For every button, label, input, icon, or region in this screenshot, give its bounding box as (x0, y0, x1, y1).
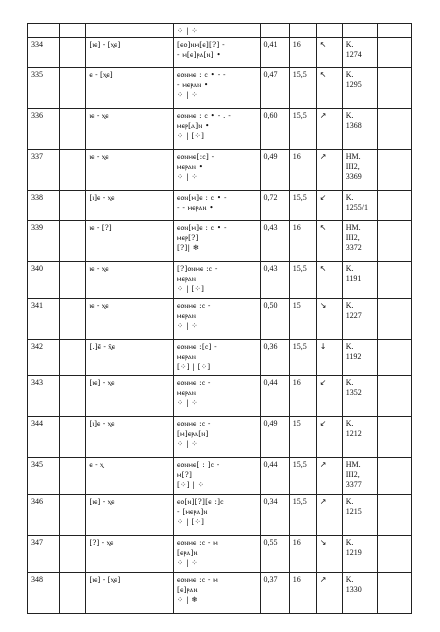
table-row (28, 68, 412, 109)
text-line: ⲉⲟⲛⲙⲉ : ⲥ • - . - (177, 111, 231, 120)
cell-num: 344 (28, 417, 60, 458)
cell-formula: [?] - ⲭⲉ (86, 536, 174, 573)
cell-blank (60, 221, 86, 262)
table-row (28, 536, 412, 573)
cell-blank (60, 109, 86, 150)
text-line: ⁘ | ⁘ (177, 321, 198, 330)
reference-line: НМ. (345, 460, 361, 469)
cell-height: 15,5 (289, 495, 316, 536)
table-row (28, 262, 412, 299)
cell-formula: [ⲓ]ⲉ - ⲭⲉ (86, 417, 174, 458)
reference-line: III2, (345, 162, 360, 171)
cell-direction (316, 340, 342, 376)
cell-blank (60, 38, 86, 68)
cell-blank (60, 417, 86, 458)
cell-num: 342 (28, 340, 60, 376)
cell-height: 16 (289, 221, 316, 262)
table-body (28, 24, 412, 614)
cell-reference (342, 340, 378, 376)
direction-arrow-icon: ↖ (319, 40, 327, 49)
cell-num: 336 (28, 109, 60, 150)
direction-arrow-icon: ↘ (319, 301, 327, 310)
cell-size: 0,55 (260, 536, 289, 573)
cell-text (174, 24, 261, 38)
cell-direction (316, 573, 342, 614)
cell-size: 0,34 (260, 495, 289, 536)
cell-num: 334 (28, 38, 60, 68)
table-row (28, 150, 412, 191)
text-line: ⁘ | [⁘] (177, 284, 205, 293)
cell-blank-end (378, 458, 412, 495)
cell-height: 16 (289, 150, 316, 191)
cell-reference (342, 573, 378, 614)
reference-line: 1215 (345, 507, 362, 516)
cell-height: 15,5 (289, 458, 316, 495)
catalog-table-page (27, 23, 412, 614)
cell-height: 15,5 (289, 262, 316, 299)
reference-line: 1192 (345, 352, 362, 361)
cell-blank (60, 573, 86, 614)
reference-line: III2, (345, 233, 360, 242)
cell-height: 16 (289, 536, 316, 573)
table-row (28, 109, 412, 150)
text-line: ⲉⲟⲛⲙⲉ :ⲥ - (177, 301, 211, 310)
cell-formula: ⲓⲉ - [?] (86, 221, 174, 262)
cell-height: 15 (289, 417, 316, 458)
table-row (28, 221, 412, 262)
reference-line: K. (345, 301, 354, 310)
text-line: ⲉⲟⲛ[ⲙ]ⲉ : ⲥ • - (177, 223, 227, 232)
cell-size: 0,50 (260, 299, 289, 340)
cell-formula: ⲉ - [ⲭⲉ] (86, 68, 174, 109)
cell-formula: ⲓⲉ - ⲭⲉ (86, 299, 174, 340)
cell-blank-end (378, 24, 412, 38)
direction-arrow-icon: ↓ (319, 342, 327, 351)
cell-direction (316, 191, 342, 221)
table-row-continued (28, 24, 412, 38)
cell-size: 0,47 (260, 68, 289, 109)
cell-num: 345 (28, 458, 60, 495)
cell-reference (342, 458, 378, 495)
cell-blank (60, 458, 86, 495)
cell-size: 0,44 (260, 376, 289, 417)
direction-arrow-icon: ↖ (319, 264, 327, 273)
text-line: ⁘ | [⁘] (177, 131, 205, 140)
text-line: ⲙⲉⲣⲁⲛ (177, 311, 196, 320)
reference-line: K. (345, 419, 354, 428)
cell-blank-end (378, 376, 412, 417)
cell-reference (342, 376, 378, 417)
cell-num: 348 (28, 573, 60, 614)
cell-blank (60, 299, 86, 340)
cell-formula: ⲓⲉ - ⲭⲉ (86, 109, 174, 150)
text-line: ⲙⲉⲣⲁⲛ (177, 274, 196, 283)
cell-text (174, 109, 261, 150)
cell-text (174, 38, 261, 68)
text-line: - ⲙ[ⲉ]ⲣⲁ[ⲛ] • (177, 50, 222, 59)
cell-direction (316, 458, 342, 495)
text-line: - ⲙⲉⲣⲁⲛ • (177, 80, 209, 89)
cell-direction (316, 38, 342, 68)
reference-line: K. (345, 575, 354, 584)
cell-num: 337 (28, 150, 60, 191)
cell-size: 0,36 (260, 340, 289, 376)
text-line: ⲙⲉⲣⲁⲛ • (177, 162, 204, 171)
table-row (28, 495, 412, 536)
cell-size: 0,60 (260, 109, 289, 150)
text-line: ⲙ[?] (177, 470, 193, 479)
cell-blank-end (378, 150, 412, 191)
cell-text (174, 299, 261, 340)
cell-blank-end (378, 68, 412, 109)
text-line: ⁘ | ⁘ (177, 398, 198, 407)
cell-formula: [ⲓⲉ] - ⲭⲉ (86, 376, 174, 417)
cell-formula: ⲓⲉ - ⲭⲉ (86, 262, 174, 299)
cell-text (174, 573, 261, 614)
cell-text (174, 417, 261, 458)
text-line: [ⲙ]ⲉⲣⲁ[ⲛ] (177, 429, 209, 438)
reference-line: K. (345, 538, 354, 547)
direction-arrow-icon: ↗ (319, 575, 327, 584)
table-row (28, 458, 412, 495)
reference-line: K. (345, 111, 354, 120)
reference-line: III2, (345, 470, 360, 479)
reference-line: 1295 (345, 80, 362, 89)
cell-size: 0,43 (260, 262, 289, 299)
reference-line: 1368 (345, 121, 362, 130)
direction-arrow-icon: ↙ (319, 419, 327, 428)
cell-direction (316, 262, 342, 299)
text-line: [?]ⲟⲛⲙⲉ :ⲥ - (177, 264, 218, 273)
text-line: ⁘ | ⁘ (177, 26, 198, 35)
reference-line: 1352 (345, 388, 362, 397)
cell-blank (60, 191, 86, 221)
cell-height: 16 (289, 38, 316, 68)
reference-line: K. (345, 40, 354, 49)
table-row (28, 191, 412, 221)
cell-reference (342, 495, 378, 536)
cell-text (174, 221, 261, 262)
cell-direction (316, 376, 342, 417)
cell-num: 335 (28, 68, 60, 109)
cell-text (174, 340, 261, 376)
cell-reference (342, 299, 378, 340)
cell-formula: [.]ⲉ̄ - ⲭ̄ⲉ (86, 340, 174, 376)
text-line: ⁘ | ⁘ (177, 90, 198, 99)
cell-num (28, 24, 60, 38)
cell-height: 16 (289, 376, 316, 417)
reference-line: K. (345, 342, 354, 351)
cell-direction (316, 24, 342, 38)
cell-direction (316, 150, 342, 191)
text-line: ⁘ | ⁘ (177, 558, 198, 567)
text-line: ⁘ | [⁘] (177, 517, 205, 526)
cell-blank-end (378, 495, 412, 536)
text-line: ⲉⲟ[ⲛ][?][ⲉ :]ⲥ (177, 497, 224, 506)
text-line: ⁘ | ⁘ (177, 172, 198, 181)
table-row (28, 376, 412, 417)
cell-direction (316, 495, 342, 536)
cell-formula: [ⲓⲉ] - [ⲭⲉ] (86, 573, 174, 614)
cell-reference (342, 191, 378, 221)
reference-line: K. (345, 70, 354, 79)
cell-num: 340 (28, 262, 60, 299)
cell-size: 0,41 (260, 38, 289, 68)
direction-arrow-icon: ↙ (319, 193, 327, 202)
cell-num: 346 (28, 495, 60, 536)
text-line: ⲉⲟⲛⲙⲉ :ⲥ - ⲙ (177, 538, 218, 547)
cell-blank-end (378, 299, 412, 340)
cell-size: 0,44 (260, 458, 289, 495)
text-line: [ⲉ]ⲣⲁⲛ (177, 585, 198, 594)
cell-size: 0,49 (260, 150, 289, 191)
text-line: [⁘] | [⁘] (177, 362, 211, 371)
cell-blank-end (378, 191, 412, 221)
cell-text (174, 536, 261, 573)
reference-line: 1330 (345, 585, 362, 594)
reference-line: 1212 (345, 429, 362, 438)
text-line: - [ⲙⲉⲣⲁ]ⲛ (177, 507, 208, 516)
cell-blank (60, 340, 86, 376)
text-line: ⲉⲟⲛⲙⲉ : ⲥ • - - (177, 70, 226, 79)
cell-text (174, 376, 261, 417)
text-line: ⲉⲟⲛⲙⲉ :ⲥ - ⲙ (177, 575, 218, 584)
text-line: ⲉⲟⲛⲙⲉ[:ⲥ] - (177, 152, 215, 161)
cell-blank (60, 24, 86, 38)
cell-direction (316, 221, 342, 262)
cell-formula: [ⲓⲉ] - ⲭⲉ (86, 495, 174, 536)
inscription-table (27, 23, 412, 614)
reference-line: K. (345, 264, 354, 273)
cell-formula (86, 24, 174, 38)
reference-line: 3377 (345, 480, 362, 489)
cell-blank-end (378, 221, 412, 262)
text-line: ⲉⲟⲛⲙⲉ[ : ]ⲥ - (177, 460, 220, 469)
reference-line: K. (345, 497, 354, 506)
text-line: ⲉⲟⲛⲙⲉ :ⲥ - (177, 378, 211, 387)
cell-num: 341 (28, 299, 60, 340)
reference-line: K. (345, 378, 354, 387)
table-row (28, 38, 412, 68)
reference-line: НМ. (345, 152, 361, 161)
reference-line: 3372 (345, 243, 362, 252)
cell-reference (342, 24, 378, 38)
cell-height: 15,5 (289, 191, 316, 221)
reference-line: НМ. (345, 223, 361, 232)
cell-direction (316, 536, 342, 573)
direction-arrow-icon: ↗ (319, 460, 327, 469)
text-line: ⲉⲟⲛⲙⲉ :ⲥ - (177, 419, 211, 428)
cell-text (174, 458, 261, 495)
cell-text (174, 191, 261, 221)
text-line: [⁘] | ⁘ (177, 480, 205, 489)
direction-arrow-icon: ↘ (319, 538, 327, 547)
cell-num: 343 (28, 376, 60, 417)
text-line: ⲙⲉⲣ[?] (177, 233, 199, 242)
text-line: [?]| ❄ (177, 243, 200, 252)
direction-arrow-icon: ↗ (319, 111, 327, 120)
cell-text (174, 68, 261, 109)
cell-formula: ⲓⲉ - ⲭⲉ (86, 150, 174, 191)
cell-height: 15 (289, 299, 316, 340)
cell-reference (342, 68, 378, 109)
text-line: ⲉⲟⲛⲙⲉ :[ⲥ] - (177, 342, 217, 351)
cell-blank-end (378, 262, 412, 299)
cell-blank (60, 495, 86, 536)
cell-size: 0,37 (260, 573, 289, 614)
text-line: ⲙⲉⲣ[ⲁ]ⲛ • (177, 121, 210, 130)
text-line: - - ⲙⲉⲣⲁⲛ • (177, 203, 214, 212)
cell-direction (316, 417, 342, 458)
cell-num: 338 (28, 191, 60, 221)
cell-reference (342, 417, 378, 458)
text-line: ⁘ | ⁘ (177, 439, 198, 448)
cell-height: 16 (289, 573, 316, 614)
text-line: ⁘ | ❄ (177, 595, 198, 604)
cell-size: 0,72 (260, 191, 289, 221)
reference-line: 1255/1 (345, 203, 368, 212)
table-row (28, 340, 412, 376)
cell-blank-end (378, 109, 412, 150)
cell-formula: [ⲓ]ⲉ - ⲭⲉ (86, 191, 174, 221)
text-line: ⲙⲉⲣⲁⲛ (177, 352, 196, 361)
cell-blank-end (378, 536, 412, 573)
reference-line: 1274 (345, 50, 362, 59)
table-row (28, 417, 412, 458)
cell-blank-end (378, 38, 412, 68)
cell-height: 15,5 (289, 68, 316, 109)
cell-height (289, 24, 316, 38)
cell-blank (60, 68, 86, 109)
reference-line: 1191 (345, 274, 362, 283)
cell-size: 0,49 (260, 417, 289, 458)
reference-line: 1227 (345, 311, 362, 320)
cell-text (174, 495, 261, 536)
direction-arrow-icon: ↖ (319, 223, 327, 232)
table-row (28, 573, 412, 614)
cell-reference (342, 221, 378, 262)
cell-blank-end (378, 417, 412, 458)
direction-arrow-icon: ↗ (319, 152, 327, 161)
cell-reference (342, 109, 378, 150)
reference-line: 1219 (345, 548, 362, 557)
cell-reference (342, 38, 378, 68)
cell-reference (342, 262, 378, 299)
cell-blank-end (378, 340, 412, 376)
direction-arrow-icon: ↖ (319, 70, 327, 79)
cell-direction (316, 68, 342, 109)
cell-size (260, 24, 289, 38)
direction-arrow-icon: ↙ (319, 378, 327, 387)
text-line: ⲉⲟⲛ[ⲙ]ⲉ : ⲥ • - (177, 193, 227, 202)
text-line: [ⲉⲣⲁ]ⲛ (177, 548, 198, 557)
cell-text (174, 262, 261, 299)
cell-formula: ⲉ - ⲭ (86, 458, 174, 495)
direction-arrow-icon: ↗ (319, 497, 327, 506)
cell-blank (60, 262, 86, 299)
cell-text (174, 150, 261, 191)
cell-blank (60, 150, 86, 191)
cell-reference (342, 536, 378, 573)
cell-blank (60, 536, 86, 573)
text-line: [ⲉⲟ]ⲛⲙ[ⲉ][?] - (177, 40, 225, 49)
cell-num: 347 (28, 536, 60, 573)
cell-blank-end (378, 573, 412, 614)
cell-size: 0,43 (260, 221, 289, 262)
cell-reference (342, 150, 378, 191)
cell-direction (316, 109, 342, 150)
cell-direction (316, 299, 342, 340)
reference-line: K. (345, 193, 354, 202)
cell-height: 15,5 (289, 109, 316, 150)
cell-blank (60, 376, 86, 417)
reference-line: 3369 (345, 172, 362, 181)
cell-height: 15,5 (289, 340, 316, 376)
text-line: ⲙⲉⲣⲁⲛ (177, 388, 196, 397)
table-row (28, 299, 412, 340)
cell-formula: [ⲓⲉ] - [ⲭⲉ] (86, 38, 174, 68)
cell-num: 339 (28, 221, 60, 262)
